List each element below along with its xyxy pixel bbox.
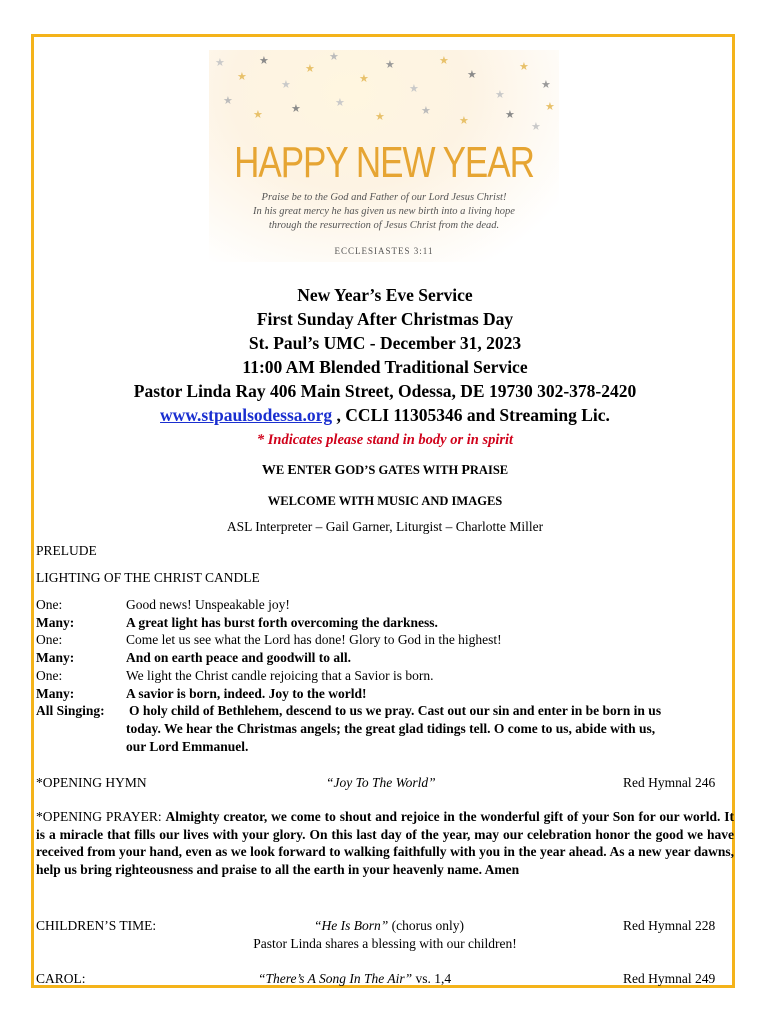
verse-line: In his great mercy he has given us new birth into a living hope — [253, 206, 515, 217]
childrens-time-song — [314, 918, 464, 934]
verse-line: Praise be to the God and Father of our Lord Jesus Christ! — [261, 192, 507, 203]
lighting-label: LIGHTING OF THE CHRIST CANDLE — [36, 570, 260, 585]
speaker-label: Many: — [36, 650, 75, 666]
section-heading — [36, 463, 734, 479]
singing-line: O holy child of Bethlehem, descend to us we pray. Cast out our sin and enter in be born in us — [129, 703, 662, 718]
speaker-label: One: — [36, 632, 63, 648]
carol-song — [258, 971, 451, 987]
website-link[interactable]: www.stpaulsodessa.org — [160, 405, 333, 425]
litany-text: A savior is born, indeed. Joy to the world! — [126, 685, 367, 701]
childrens-time-label: CHILDREN’S TIME: — [36, 918, 157, 933]
litany-text: And on earth peace and goodwill to all. — [126, 650, 352, 666]
asl-line: ASL Interpreter – Gail Garner, Liturgist – Charlotte Miller — [226, 519, 544, 534]
speaker-label: All Singing: — [36, 703, 105, 718]
heading-text: E — [275, 463, 288, 477]
heading-letter: E — [287, 463, 297, 478]
verse-line: through the resurrection of Jesus Christ from the dead. — [268, 220, 500, 231]
childrens-time-subline: Pastor Linda shares a blessing with our children! — [253, 936, 517, 951]
heading-letter: W — [261, 463, 276, 478]
prayer-label: *OPENING PRAYER: — [36, 809, 166, 824]
service-subtitle: First Sunday After Christmas Day — [256, 309, 514, 329]
opening-hymn-hymnal: Red Hymnal 246 — [623, 775, 716, 790]
welcome-heading: WELCOME WITH MUSIC AND IMAGES — [267, 494, 503, 508]
litany-text: We light the Christ candle rejoicing that a Savior is born. — [126, 667, 434, 683]
carol-label: CAROL: — [36, 971, 86, 986]
opening-prayer — [36, 808, 734, 878]
carol-hymnal: Red Hymnal 249 — [623, 971, 716, 986]
song-note: vs. 1,4 — [412, 971, 452, 986]
prayer-text: Almighty creator, we come to shout and rejoice in the wonderful gift of your Son for our world. It is a miracle that fills our lives with your glory. On this last day of the year, may our celebration honor the good we have received from your hand, even as we look forward to walking faithfully with you in the year ahead. As a new year dawns, help us bring righteousness and praise to all the earth in your heavenly name. Amen — [36, 809, 734, 877]
childrens-time-hymnal: Red Hymnal 228 — [623, 918, 716, 933]
stand-note: * Indicates please stand in body or in spirit — [256, 432, 514, 448]
heading-text: RAISE — [469, 463, 509, 477]
heading-letter: P — [461, 463, 470, 478]
speaker-label: Many: — [36, 685, 75, 701]
happy-new-year-banner: ★ ★ ★ ★ ★ ★ ★ ★ ★ ★ ★ ★ ★ ★ ★ ★ ★ ★ ★ ★ ★ ★ ★ ★ HAPPY NEW YEAR Praise be to the God and Father of our Lord Jesus Christ! In his great mercy he has given us new birth into a living hope through the resurrection of Jesus Christ from the dead. ECCLESIASTES 3:11 — [209, 50, 559, 262]
litany-text: A great light has burst forth overcoming the darkness. — [126, 614, 438, 630]
opening-hymn-label: *OPENING HYMN — [36, 775, 147, 790]
song-note: (chorus only) — [388, 918, 464, 933]
heading-letter: G — [334, 463, 346, 478]
song-title: “He Is Born” — [314, 918, 389, 933]
pastor-address: Pastor Linda Ray 406 Main Street, Odessa, DE 19730 302-378-2420 — [133, 381, 637, 401]
service-title: New Year’s Eve Service — [297, 285, 473, 305]
heading-text: NTER — [296, 463, 335, 477]
opening-hymn-title: “Joy To The World” — [326, 775, 436, 790]
ccli-text: , CCLI 11305346 and Streaming Lic. — [332, 405, 610, 425]
singing-line: today. We hear the Christmas angels; the great glad tidings tell. O come to us, abide with us, — [126, 721, 656, 736]
speaker-label: One: — [36, 667, 63, 683]
banner-title: HAPPY NEW YEAR — [234, 138, 534, 187]
banner-reference: ECCLESIASTES 3:11 — [334, 246, 434, 256]
litany-text: Come let us see what the Lord has done! Glory to God in the highest! — [126, 632, 502, 648]
heading-text: OD’S — [345, 463, 379, 477]
website-line — [36, 405, 734, 426]
heading-text: GATES WITH — [378, 463, 462, 477]
speaker-label: One: — [36, 597, 63, 612]
prelude-label: PRELUDE — [36, 543, 97, 558]
speaker-label: Many: — [36, 614, 75, 630]
litany-text: Good news! Unspeakable joy! — [126, 597, 290, 612]
service-time: 11:00 AM Blended Traditional Service — [242, 357, 528, 377]
singing-line: our Lord Emmanuel. — [126, 739, 249, 754]
banner-verse — [209, 191, 559, 233]
church-date: St. Paul’s UMC - December 31, 2023 — [248, 333, 522, 353]
song-title: “There’s A Song In The Air” — [258, 971, 413, 986]
